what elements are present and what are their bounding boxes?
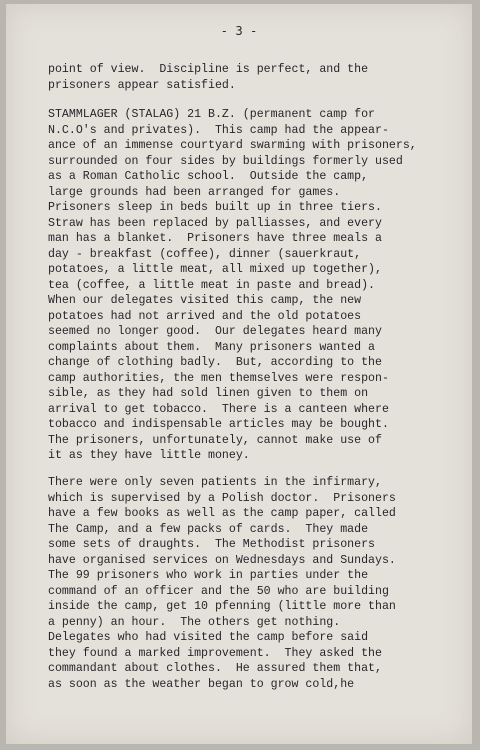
- text-line: tea (coffee, a little meat in paste and bread).: [48, 278, 375, 292]
- text-line: change of clothing badly. But, according to the: [48, 356, 382, 369]
- text-line: complaints about them. Many prisoners wanted a: [48, 340, 375, 354]
- text-line: some sets of draughts. The Methodist prisoners: [48, 538, 375, 551]
- text-line: inside the camp, get 10 pfenning (little more than: [48, 600, 396, 613]
- text-line: seemed no longer good. Our delegates heard many: [48, 325, 382, 338]
- text-line: When our delegates visited this camp, the new: [48, 294, 362, 307]
- text-line: as a Roman Catholic school. Outside the camp,: [48, 170, 369, 183]
- text-line: point of view. Discipline is perfect, and the: [48, 63, 369, 76]
- text-line: as soon as the weather began to grow cold,he: [48, 677, 355, 691]
- text-line: camp authorities, the men themselves were respon-: [48, 371, 389, 385]
- text-line: Delegates who had visited the camp before said: [48, 631, 369, 644]
- text-line: man has a blanket. Prisoners have three meals a: [48, 232, 382, 245]
- text-line: The prisoners, unfortunately, cannot make use of: [48, 433, 382, 447]
- text-line: prisoners appear satisfied.: [48, 78, 236, 92]
- page-number: - 3 -: [220, 24, 258, 38]
- text-line: have a few books as well as the camp paper, called: [48, 507, 396, 520]
- text-line: large grounds had been arranged for games.: [48, 185, 341, 199]
- text-line: Straw has been replaced by palliasses, and every: [48, 216, 382, 230]
- text-line: arrival to get tobacco. There is a canteen where: [48, 402, 389, 416]
- text-line: which is supervised by a Polish doctor. Prisoners: [48, 491, 396, 505]
- text-line: they found a marked improvement. They asked the: [48, 646, 382, 660]
- text-line: The 99 prisoners who work in parties under the: [48, 569, 369, 582]
- text-line: N.C.O's and privates). This camp had the appear-: [48, 123, 389, 137]
- text-line: The Camp, and a few packs of cards. They made: [48, 522, 369, 536]
- paragraph-stalag-21bz: [48, 107, 458, 464]
- text-line: Prisoners sleep in beds built up in three tiers.: [48, 201, 382, 214]
- text-line: a penny) an hour. The others get nothing.: [48, 615, 341, 629]
- paragraph-continuation: [48, 62, 458, 93]
- text-line: sible, as they had sold linen given to them on: [48, 387, 369, 400]
- text-line: it as they have little money.: [48, 449, 250, 462]
- text-line: command of an officer and the 50 who are building: [48, 584, 389, 598]
- text-line: STAMMLAGER (STALAG) 21 B.Z. (permanent camp for: [48, 108, 375, 121]
- text-line: have organised services on Wednesdays and Sundays.: [48, 553, 396, 567]
- text-line: tobacco and indispensable articles may be bought.: [48, 418, 389, 431]
- document-page: [6, 4, 472, 744]
- text-line: potatoes had not arrived and the old potatoes: [48, 309, 362, 323]
- text-line: potatoes, a little meat, all mixed up together),: [48, 263, 382, 276]
- text-line: surrounded on four sides by buildings formerly used: [48, 154, 403, 168]
- text-line: There were only seven patients in the infirmary,: [48, 476, 382, 489]
- text-line: commandant about clothes. He assured them that,: [48, 662, 382, 675]
- text-line: day - breakfast (coffee), dinner (sauerkraut,: [48, 247, 362, 261]
- paragraph-infirmary: [48, 475, 458, 692]
- text-line: ance of an immense courtyard swarming with prisoners,: [48, 139, 417, 152]
